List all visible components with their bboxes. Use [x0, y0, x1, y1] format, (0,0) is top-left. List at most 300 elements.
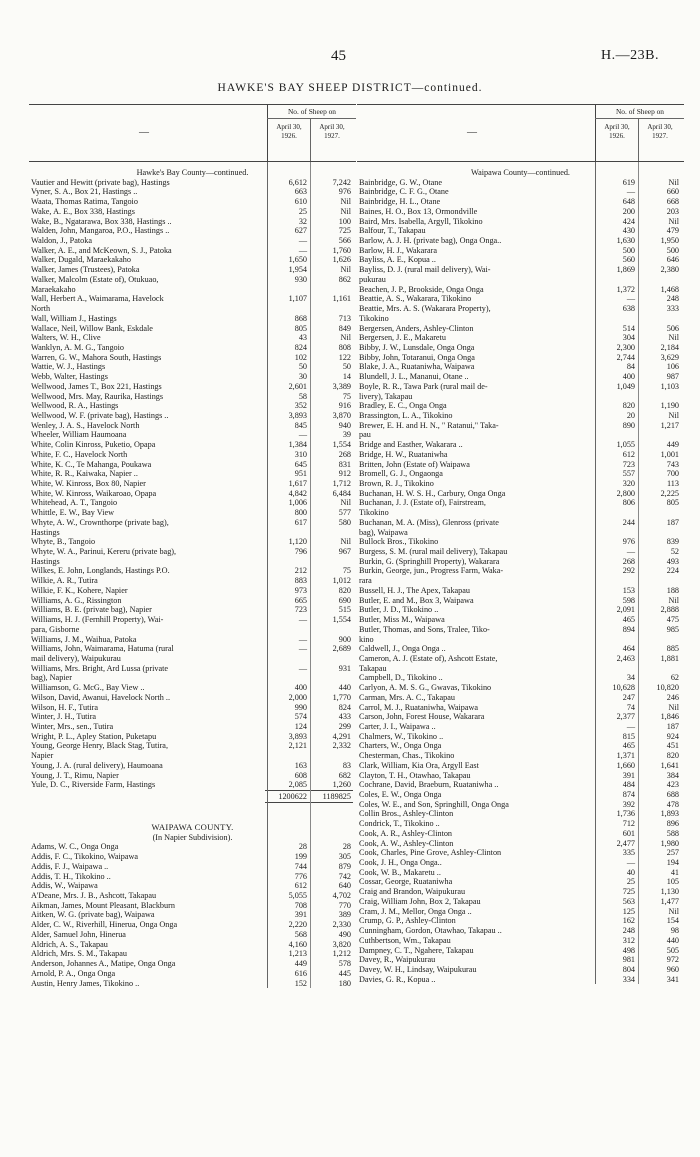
table-row	[29, 508, 356, 518]
sheep-1926: 50	[298, 362, 307, 372]
owner-name: Butler, Thomas, and Sons, Tralee, Tiko-	[359, 624, 490, 634]
sheep-1927: 493	[666, 556, 679, 566]
table-row	[357, 304, 684, 314]
table-row	[357, 741, 684, 751]
sheep-1926: 484	[622, 780, 635, 790]
sheep-1926: 84	[626, 362, 635, 372]
table-row	[357, 936, 684, 946]
table-row	[357, 693, 684, 703]
owner-name: Carter, J. I., Waipawa ..	[359, 721, 436, 731]
owner-name: Wellwood, Mrs. May, Raurika, Hastings	[31, 391, 164, 401]
owner-name: Butler, E. and M., Box 3, Waipawa	[359, 595, 474, 605]
table-row	[29, 751, 356, 761]
page-reference: H.—23B.	[601, 48, 659, 63]
sheep-1927: Nil	[340, 197, 351, 207]
sheep-1926: 304	[622, 333, 635, 343]
table-row	[29, 304, 356, 314]
table-row	[29, 635, 356, 645]
table-row	[29, 498, 356, 508]
table-row	[29, 891, 356, 901]
section-heading: Hawke's Bay County—continued.	[136, 168, 249, 177]
sheep-1926: 58	[298, 391, 307, 401]
table-row	[29, 930, 356, 940]
sheep-1927	[637, 314, 681, 324]
owner-name: Buchanan, J. J. (Estate of), Fairstream,	[359, 498, 486, 508]
sheep-1927: 389	[338, 910, 351, 920]
sheep-1927: 824	[338, 702, 351, 712]
sheep-1927: 900	[338, 634, 351, 644]
sheep-1927: Nil	[668, 702, 679, 712]
table-row	[29, 780, 356, 790]
sheep-1927	[637, 635, 681, 645]
sheep-1926	[265, 751, 309, 761]
table-row	[357, 712, 684, 722]
owner-name: Takapau	[359, 663, 387, 673]
sheep-1927: 820	[338, 585, 351, 595]
owner-name: Bromell, G. J., Ongaonga	[359, 469, 443, 479]
sheep-1927: 187	[666, 517, 679, 527]
sheep-1926: 1,372	[616, 284, 635, 294]
owner-name: Boyle, R. R., Tawa Park (rural mail de-	[359, 381, 488, 391]
table-row	[357, 673, 684, 683]
owner-name: White, W. Kinross, Box 80, Napier	[31, 479, 146, 488]
table-row	[29, 712, 356, 722]
owner-name: Wenley, J. A. S., Havelock North	[31, 420, 140, 430]
sheep-1927: 700	[666, 469, 679, 479]
table-row	[29, 852, 356, 862]
sheep-1926: 845	[294, 420, 307, 430]
owner-name: Adams, W. C., Onga Onga	[31, 842, 119, 852]
owner-name: Charters, W., Onga Onga	[359, 741, 442, 751]
table-row	[29, 901, 356, 911]
sheep-1926: 1,736	[616, 809, 635, 819]
sheep-1926	[265, 625, 309, 635]
owner-name: Wanklyn, A. M. G., Tangoio	[31, 342, 124, 352]
sheep-1926	[593, 508, 637, 518]
sheep-1926: 125	[622, 906, 635, 916]
sheep-1927: 885	[666, 644, 679, 654]
sheep-1927: 1,468	[660, 284, 679, 294]
sheep-1926: 310	[294, 449, 307, 459]
table-row	[357, 255, 684, 265]
table-row	[29, 703, 356, 713]
sheep-1926: 665	[294, 595, 307, 605]
sheep-1926: 43	[298, 333, 307, 343]
owner-name: Whitehead, A. T., Tangoio	[31, 498, 118, 508]
sheep-1927: 10,820	[656, 683, 679, 693]
owner-name: Baines, H. O., Box 13, Ormondville	[359, 206, 478, 216]
sheep-1927: 50	[342, 362, 351, 372]
table-row	[357, 246, 684, 256]
owner-name: Davies, G. R., Kopua ..	[359, 974, 436, 984]
sheep-1926: 776	[294, 871, 307, 881]
sheep-1927: 2,225	[660, 488, 679, 498]
owner-name: Walker, James (Trustees), Patoka	[31, 265, 140, 275]
sheep-count-header: No. of Sheep on	[615, 107, 665, 116]
sheep-1926: 5,055	[288, 891, 307, 901]
sheep-1926: 320	[622, 479, 635, 488]
sheep-1927: 384	[666, 770, 679, 780]
table-header	[29, 104, 356, 162]
owner-name: Bussell, H. J., The Apex, Takapau	[359, 585, 471, 595]
sheep-1926: 2,091	[616, 605, 635, 615]
table-row	[29, 207, 356, 217]
owner-name: White, F. C., Havelock North	[31, 449, 128, 459]
owner-name: Bainbridge, G. W., Otane	[359, 177, 442, 187]
owner-name: Maraekakaho	[31, 284, 76, 294]
owner-name: Vyner, S. A., Box 21, Hastings ..	[31, 187, 138, 197]
sheep-1926: 563	[622, 896, 635, 906]
sheep-1927: 1,212	[332, 949, 351, 959]
sheep-1926: 804	[622, 964, 635, 974]
sheep-1926: 40	[626, 867, 635, 877]
sheep-1926: 212	[294, 566, 307, 576]
owner-name: Bradley, E. C., Onga Onga	[359, 401, 447, 411]
table-row	[357, 450, 684, 460]
table-row	[29, 469, 356, 479]
sheep-1927: 1,477	[660, 896, 679, 906]
sheep-1927: 839	[666, 537, 679, 547]
sheep-1926: —	[626, 187, 635, 197]
table-row	[29, 732, 356, 742]
sheep-1926: 824	[294, 342, 307, 352]
owner-name: kino	[359, 634, 374, 644]
sheep-1926: 465	[622, 615, 635, 625]
sheep-1926: 30	[298, 372, 307, 382]
sheep-1927: 268	[338, 449, 351, 459]
owner-name: Butler, J. D., Tikokino ..	[359, 605, 439, 615]
page-number: 45	[331, 48, 346, 64]
owner-name: Brown, R. J., Tikokino	[359, 479, 434, 488]
sheep-1926: 2,377	[616, 712, 635, 722]
sheep-1927: 742	[338, 871, 351, 881]
sheep-1926: 1,954	[288, 265, 307, 275]
sheep-1927	[637, 528, 681, 538]
owner-name: Collin Bros., Ashley-Clinton	[359, 809, 454, 819]
owner-name: Cook, W. B., Makaretu ..	[359, 867, 441, 877]
owner-name: Burgess, S. M. (rural mail delivery), Takapau	[359, 547, 508, 557]
owner-name: Beattie, Mrs. A. S. (Wakarara Property),	[359, 304, 491, 314]
sheep-1927: 1,190	[660, 401, 679, 411]
table-row	[29, 246, 356, 256]
table-row	[29, 979, 356, 989]
owner-name: Blundell, J. L., Mananui, Otane ..	[359, 372, 469, 382]
owner-name: Vautier and Hewitt (private bag), Hastings	[31, 177, 170, 187]
sheep-1926: 312	[622, 935, 635, 945]
sheep-1927: 203	[666, 206, 679, 216]
sheep-1927: 1,712	[332, 479, 351, 488]
owner-name: White, K. C., Te Mahanga, Poukawa	[31, 459, 152, 469]
sheep-1926	[593, 314, 637, 324]
sheep-1926: 20	[626, 410, 635, 420]
table-row	[29, 644, 356, 654]
table-row	[29, 842, 356, 852]
sheep-1926	[593, 664, 637, 674]
owner-name: Tikokino	[359, 508, 389, 518]
owner-name: Aikman, James, Mount Pleasant, Blackburn	[31, 900, 175, 910]
owner-name: Carson, John, Forest House, Wakarara	[359, 712, 485, 722]
sheep-1927: 75	[342, 566, 351, 576]
table-row	[29, 654, 356, 664]
table-rows	[29, 178, 356, 790]
table-row	[29, 353, 356, 363]
owner-name: Bridge, H. W., Ruataniwha	[359, 449, 448, 459]
sheep-1926: 1,660	[616, 760, 635, 770]
sheep-1926: 815	[622, 731, 635, 741]
sheep-1926: 1,006	[288, 498, 307, 508]
owner-name: Wilkes, E. John, Longlands, Hastings P.O.	[31, 566, 170, 576]
owner-name: Winter, Mrs., sen., Tutira	[31, 721, 114, 731]
sheep-1926: 2,601	[288, 381, 307, 391]
table-row	[29, 236, 356, 246]
sheep-1926: 391	[294, 910, 307, 920]
sheep-1926: 248	[622, 926, 635, 936]
sheep-1927: 113	[667, 479, 679, 488]
sheep-1927: 688	[666, 790, 679, 799]
sheep-1926: 2,800	[616, 488, 635, 498]
table-row	[357, 751, 684, 761]
sheep-1926: 598	[622, 595, 635, 605]
sheep-1927: 28	[342, 842, 351, 852]
sheep-1926: 608	[294, 770, 307, 780]
sheep-1927: 967	[338, 547, 351, 557]
owner-name: Cameron, A. J. (Estate of), Ashcott Estate,	[359, 653, 498, 663]
sheep-1926: 560	[622, 255, 635, 265]
table-row	[357, 809, 684, 819]
table-row	[357, 362, 684, 372]
owner-name: Blake, J. A., Ruataniwha, Waipawa	[359, 362, 475, 372]
sheep-1927: 566	[338, 236, 351, 246]
owner-name: Wattie, W. J., Hastings	[31, 362, 106, 372]
sheep-1927: 3,870	[332, 410, 351, 420]
sheep-1927: 440	[666, 935, 679, 945]
sheep-1926: 868	[294, 313, 307, 323]
sheep-1927: Nil	[668, 906, 679, 916]
sheep-1927: 122	[338, 352, 351, 362]
sheep-1926: 4,160	[288, 939, 307, 949]
owner-name: Brassington, L. A., Tikokino	[359, 410, 453, 420]
sheep-1926	[593, 275, 637, 285]
date-1927-header: April 30, 1927.	[319, 123, 345, 140]
table-row	[29, 401, 356, 411]
sheep-1926: 627	[294, 226, 307, 236]
right-column	[357, 104, 684, 984]
table-row	[29, 392, 356, 402]
sheep-1927: Nil	[340, 537, 351, 547]
owner-name: Wall, Herbert A., Waimarama, Havelock	[31, 294, 164, 304]
sheep-1927: 820	[666, 751, 679, 761]
table-row	[357, 644, 684, 654]
table-row	[357, 333, 684, 343]
sheep-1927: 770	[338, 900, 351, 910]
sheep-1927: 515	[338, 605, 351, 615]
sheep-1926: 894	[622, 624, 635, 634]
table-row	[357, 178, 684, 188]
owner-name: Wilson, David, Awanui, Havelock North ..	[31, 692, 170, 702]
sheep-1926: 32	[298, 216, 307, 226]
table-row	[357, 605, 684, 615]
table-row	[29, 969, 356, 979]
sheep-1926: 34	[626, 673, 635, 683]
owner-name: Wellwood, James T., Box 221, Hastings	[31, 381, 162, 391]
table-row	[357, 955, 684, 965]
owner-name: Baird, Mrs. Isabella, Argyll, Tikokino	[359, 216, 483, 226]
owner-name: para, Gisborne	[31, 624, 80, 634]
owner-name: Whyte, B., Tangoio	[31, 537, 96, 547]
sheep-1927: 725	[338, 226, 351, 236]
table-row	[29, 197, 356, 207]
sheep-1927: 924	[666, 731, 679, 741]
table-row	[357, 829, 684, 839]
sheep-1927: 743	[666, 459, 679, 469]
owner-name: Beattie, A. S., Wakarara, Tikokino	[359, 294, 472, 304]
table-row	[357, 761, 684, 771]
sheep-1927: 1,950	[660, 236, 679, 246]
table-row	[29, 761, 356, 771]
sheep-1927: 187	[666, 721, 679, 731]
sheep-1926	[593, 635, 637, 645]
table-row	[29, 722, 356, 732]
table-row	[29, 265, 356, 275]
sheep-1926: 1,617	[288, 479, 307, 488]
table-row	[29, 547, 356, 557]
sheep-1926: 883	[294, 576, 307, 586]
table-row	[357, 411, 684, 421]
table-row	[29, 285, 356, 295]
sheep-1927: 505	[666, 945, 679, 955]
sheep-1927: 433	[338, 712, 351, 722]
sheep-1926: 25	[626, 877, 635, 887]
page-title: HAWKE'S BAY SHEEP DISTRICT—continued.	[217, 82, 483, 94]
owner-name: Bibby, John, Totaranui, Onga Onga	[359, 352, 475, 362]
sheep-1926: 1,384	[288, 440, 307, 450]
sheep-1927: 1,893	[660, 809, 679, 819]
owner-name: Aitken, W. G. (private bag), Waipawa	[31, 910, 155, 920]
sheep-1926: —	[626, 547, 635, 557]
sheep-1926: 820	[622, 401, 635, 411]
owner-name: bag), Waipawa	[359, 527, 408, 537]
sheep-1927: 333	[666, 304, 679, 314]
table-row	[357, 877, 684, 887]
sheep-1926: 4,842	[288, 488, 307, 498]
sheep-1926	[593, 576, 637, 586]
sheep-1926: 930	[294, 274, 307, 284]
sheep-1927: 972	[666, 955, 679, 965]
table-row	[29, 178, 356, 188]
date-1926-header: April 30, 1926.	[604, 123, 630, 140]
owner-name: Wilson, H. F., Tutira	[31, 702, 99, 712]
table-row	[357, 819, 684, 829]
sheep-1926: 3,893	[288, 731, 307, 741]
sheep-1926: 612	[294, 881, 307, 891]
header-dash: —	[139, 127, 149, 138]
table-row	[29, 255, 356, 265]
sheep-1926: 1,869	[616, 265, 635, 275]
sheep-1927: 451	[666, 741, 679, 751]
table-row	[357, 401, 684, 411]
sheep-1926: 874	[622, 790, 635, 799]
sheep-1927	[309, 528, 353, 538]
sheep-1927: 3,629	[660, 352, 679, 362]
sheep-1926: —	[298, 245, 307, 255]
owner-name: Whyte, W. A., Parinui, Kereru (private bag),	[31, 547, 177, 557]
table-row	[357, 528, 684, 538]
sheep-1927: 246	[666, 692, 679, 702]
sheep-1926: 391	[622, 770, 635, 780]
owner-name: Young, J. T., Rimu, Napier	[31, 770, 119, 780]
table-row	[357, 800, 684, 810]
owner-name: mail delivery), Waipukurau	[31, 653, 121, 663]
sheep-1927: 577	[338, 508, 351, 518]
table-row	[357, 508, 684, 518]
owner-name: Cram, J. M., Mellor, Onga Onga ..	[359, 906, 472, 916]
sheep-1927	[637, 664, 681, 674]
sheep-1926: 247	[622, 692, 635, 702]
table-row	[357, 732, 684, 742]
table-row	[29, 440, 356, 450]
sheep-1927: 660	[666, 187, 679, 197]
owner-name: Cuthbertson, Wm., Takapau	[359, 935, 451, 945]
owner-name: Carrol, M. J., Ruataniwha, Waipawa	[359, 702, 479, 712]
table-row	[29, 683, 356, 693]
table-row	[357, 566, 684, 576]
sheep-1926: 10,628	[612, 683, 635, 693]
table-row	[29, 460, 356, 470]
owner-name: Winter, J. H., Tutira	[31, 712, 97, 722]
owner-name: Burkin, George, jun., Progress Farm, Waka-	[359, 566, 504, 576]
table-header	[357, 104, 684, 162]
table-row	[29, 362, 356, 372]
sheep-1927: 14	[342, 372, 351, 382]
date-1927-header: April 30, 1927.	[647, 123, 673, 140]
table-row	[357, 596, 684, 606]
owner-name: Alder, C. W., Riverhill, Hinerua, Onga Onga	[31, 920, 178, 930]
sheep-1927: 2,330	[332, 920, 351, 930]
table-row	[29, 226, 356, 236]
sheep-1927: 2,332	[332, 741, 351, 751]
table-row	[357, 207, 684, 217]
table-row	[357, 265, 684, 275]
sheep-1927: 194	[666, 858, 679, 868]
sheep-1927: 588	[666, 828, 679, 838]
sheep-1926: 990	[294, 702, 307, 712]
owner-name: Williamson, G. McG., Bay View ..	[31, 683, 145, 693]
sheep-1927: 224	[666, 566, 679, 576]
sheep-1927	[637, 392, 681, 402]
owner-name: Young, J. A. (rural delivery), Haumoana	[31, 760, 163, 770]
owner-name: Davey, R., Waipukurau	[359, 955, 436, 965]
table-row	[29, 294, 356, 304]
sheep-1926	[593, 430, 637, 440]
sheep-1927: 4,702	[332, 891, 351, 901]
sheep-1926: 465	[622, 741, 635, 751]
table-row	[357, 868, 684, 878]
sheep-1926: 744	[294, 861, 307, 871]
sheep-1927: 2,689	[332, 644, 351, 654]
right-rows	[357, 162, 684, 984]
sheep-1927: 1,012	[332, 576, 351, 586]
sheep-1927: Nil	[668, 216, 679, 226]
owner-name: Tikokino	[359, 313, 389, 323]
sheep-1927: 248	[666, 294, 679, 304]
sheep-1926: 3,893	[288, 410, 307, 420]
sheep-1926: 800	[294, 508, 307, 518]
owner-name: Craig, William John, Box 2, Takapau	[359, 896, 481, 906]
table-row	[357, 430, 684, 440]
owner-name: Waata, Thomas Ratima, Tangoio	[31, 197, 138, 207]
owner-name: bag), Napier	[31, 673, 72, 683]
owner-name: Balfour, T., Takapau	[359, 226, 426, 236]
